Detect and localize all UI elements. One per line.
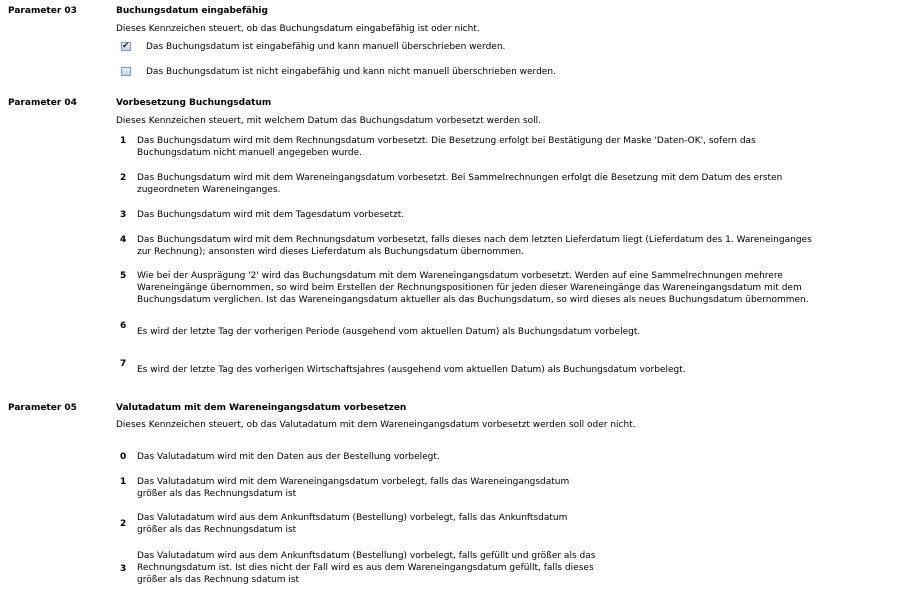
checked-checkbox-icon[interactable] bbox=[121, 42, 131, 51]
p05-item-3-line-3: größer als das Rechnung sdatum ist bbox=[137, 575, 300, 585]
p04-item-6-number: 6 bbox=[120, 321, 127, 331]
parameter-05-description: Dieses Kennzeichen steuert, ob das Valutadatum mit dem Wareneingangsdatum vorbesetzt werden soll oder nicht. bbox=[116, 420, 636, 430]
p04-item-6-line-1: Es wird der letzte Tag der vorherigen Periode (ausgehend vom aktuellen Datum) als Buchungsdatum vorbelegt. bbox=[137, 327, 641, 337]
p05-item-2-number: 2 bbox=[120, 519, 127, 529]
p04-item-1-number: 1 bbox=[120, 136, 127, 146]
p03-option-2-text: Das Buchungsdatum ist nicht eingabefähig und kann nicht manuell überschrieben werden. bbox=[146, 67, 556, 77]
p04-item-4-line-1: Das Buchungsdatum wird mit dem Rechnungsdatum vorbesetzt, falls dieses nach dem letzten Lieferdatum liegt (Lieferdatum des 1. Wareneinganges bbox=[137, 235, 812, 245]
parameter-04-description: Dieses Kennzeichen steuert, mit welchem Datum das Buchungsdatum vorbesetzt werden soll. bbox=[116, 116, 541, 126]
parameter-05-title: Valutadatum mit dem Wareneingangsdatum vorbesetzen bbox=[116, 403, 407, 413]
p05-item-3-line-2: Rechnungsdatum ist. Ist dies nicht der Fall wird es aus dem Wareneingangsdatum gefüllt, falls dieses bbox=[137, 563, 594, 573]
p03-option-1-text: Das Buchungsdatum ist eingabefähig und kann manuell überschrieben werden. bbox=[146, 42, 506, 52]
p04-item-3-number: 3 bbox=[120, 210, 127, 220]
parameter-04-label: Parameter 04 bbox=[8, 98, 77, 108]
p05-item-1-line-1: Das Valutadatum wird mit dem Wareneingangsdatum vorbelegt, falls das Wareneingangsdatum bbox=[137, 477, 570, 487]
p04-item-1-line-2: Buchungsdatum nicht manuell angegeben wurde. bbox=[137, 148, 363, 158]
p05-item-0-number: 0 bbox=[120, 452, 127, 462]
p04-item-4-number: 4 bbox=[120, 235, 127, 245]
p04-item-5-line-3: Buchungsdatum verglichen. Ist das Wareneingangsdatum aktueller als das Buchungsdatum, so wird dieses als neues Buchungsdatum übernommen. bbox=[137, 295, 809, 305]
parameter-03-title: Buchungsdatum eingabefähig bbox=[116, 6, 268, 16]
p05-item-3-number: 3 bbox=[120, 564, 127, 574]
p04-item-5-line-2: Wareneingänge übernommen, so wird beim Erstellen der Rechnungspositionen für jeden dieser Wareneingänge das Wareneingangsdatum mit dem bbox=[137, 283, 802, 293]
parameter-04-title: Vorbesetzung Buchungsdatum bbox=[116, 98, 272, 108]
p04-item-4-line-2: zur Rechnung); ansonsten wird dieses Lieferdatum als Buchungsdatum übernommen. bbox=[137, 247, 524, 257]
p05-item-2-line-2: größer als das Rechnungsdatum ist bbox=[137, 525, 297, 535]
unchecked-checkbox-icon[interactable] bbox=[121, 67, 131, 76]
p04-item-7-line-1: Es wird der letzte Tag des vorherigen Wirtschaftsjahres (ausgehend vom aktuellen Datum) als Buchungsdatum vorbelegt. bbox=[137, 365, 686, 375]
p04-item-7-number: 7 bbox=[120, 359, 127, 369]
p04-item-1-line-1: Das Buchungsdatum wird mit dem Rechnungsdatum vorbesetzt. Die Besetzung erfolgt bei Bestätigung der Maske 'Daten-OK', sofern das bbox=[137, 136, 756, 146]
parameter-05-label: Parameter 05 bbox=[8, 403, 77, 413]
p05-item-1-line-2: größer als das Rechnungsdatum ist bbox=[137, 489, 297, 499]
p05-item-1-number: 1 bbox=[120, 477, 127, 487]
p04-item-5-number: 5 bbox=[120, 271, 127, 281]
p04-item-2-line-2: zugeordneten Wareneinganges. bbox=[137, 185, 281, 195]
p04-item-3-line-1: Das Buchungsdatum wird mit dem Tagesdatum vorbesetzt. bbox=[137, 210, 405, 220]
p05-item-3-line-1: Das Valutadatum wird aus dem Ankunftsdatum (Bestellung) vorbelegt, falls gefüllt und größer als das bbox=[137, 551, 596, 561]
p05-item-2-line-1: Das Valutadatum wird aus dem Ankunftsdatum (Bestellung) vorbelegt, falls das Ankunftsdatum bbox=[137, 513, 568, 523]
p04-item-2-line-1: Das Buchungsdatum wird mit dem Wareneingangsdatum vorbesetzt. Bei Sammelrechnungen erfolgt die Besetzung mit dem Datum des ersten bbox=[137, 173, 783, 183]
p04-item-5-line-1: Wie bei der Ausprägung '2' wird das Buchungsdatum mit dem Wareneingangsdatum vorbesetzt. Werden auf eine Sammelrechnungen mehrere bbox=[137, 271, 783, 281]
p04-item-2-number: 2 bbox=[120, 173, 127, 183]
parameter-03-label: Parameter 03 bbox=[8, 6, 77, 16]
p05-item-0-line-1: Das Valutadatum wird mit den Daten aus der Bestellung vorbelegt. bbox=[137, 452, 440, 462]
parameter-03-description: Dieses Kennzeichen steuert, ob das Buchungsdatum eingabefähig ist oder nicht. bbox=[116, 24, 480, 34]
